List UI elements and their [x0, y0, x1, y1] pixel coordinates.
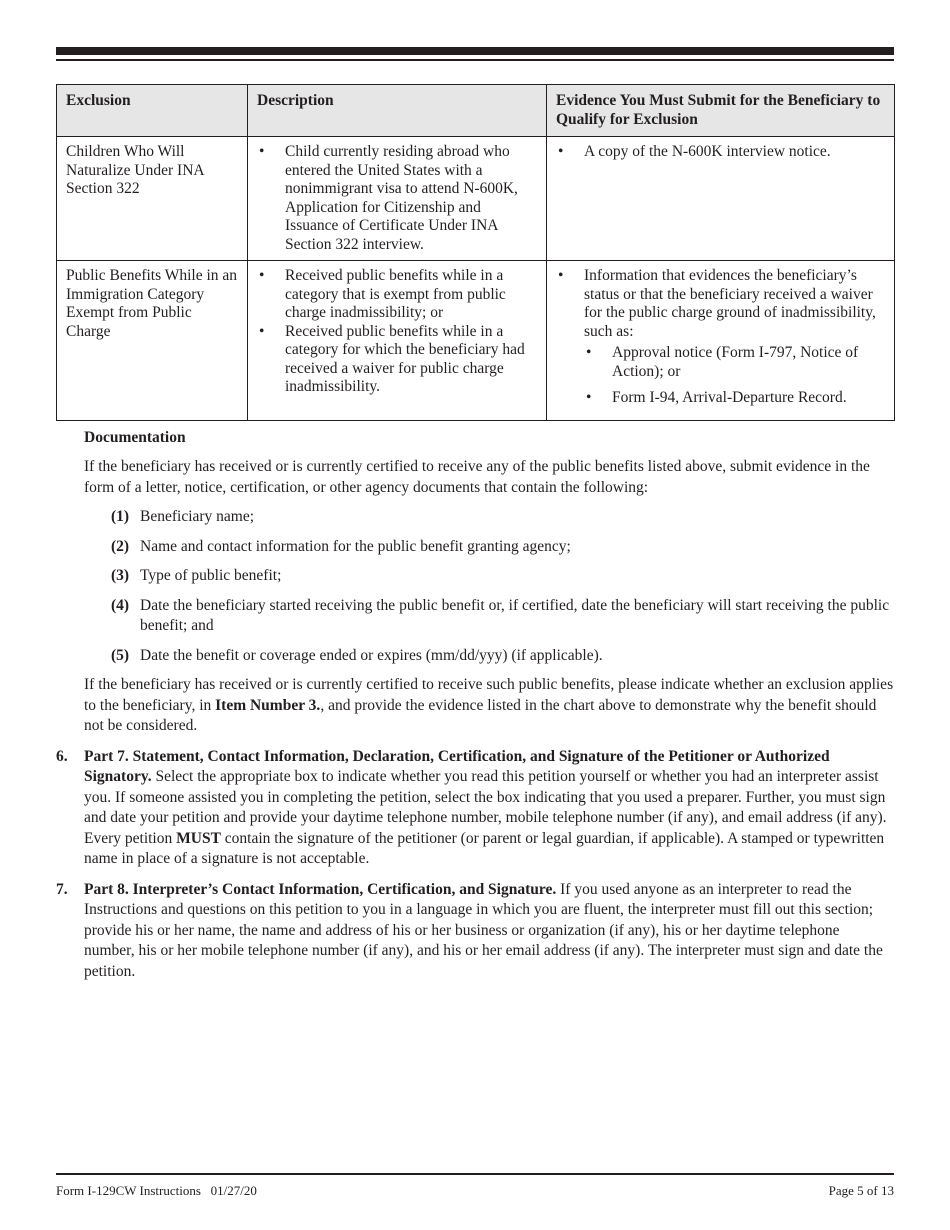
- description-cell: [248, 261, 547, 421]
- item-text: Name and contact information for the public benefit granting agency;: [140, 537, 571, 555]
- page-number: Page 5 of 13: [828, 1183, 894, 1198]
- form-id: Form I-129CW Instructions 01/27/20: [56, 1183, 257, 1198]
- column-header-exclusion: Exclusion: [57, 85, 248, 137]
- item-text: Type of public benefit;: [140, 567, 282, 584]
- list-item: [111, 566, 894, 587]
- header-rule-thin: [56, 59, 894, 61]
- exclusions-table: [56, 84, 895, 421]
- item-text: Date the benefit or coverage ended or expires (mm/dd/yyy) (if applicable).: [140, 646, 603, 664]
- exclusion-cell: Public Benefits While in an Immigration Category Exempt from Public Charge: [57, 261, 248, 421]
- documentation-intro: If the beneficiary has received or is currently certified to receive any of the public benefits listed above, submit evidence in the form of a letter, notice, certification, or other agency documents that contain the following:: [84, 458, 870, 496]
- header-rule-thick: [56, 47, 894, 55]
- list-item: [111, 596, 894, 637]
- list-item: • Form I-94, Arrival-Departure Record.: [584, 389, 885, 408]
- list-item: • A copy of the N-600K interview notice.: [556, 143, 885, 162]
- section-title: Part 8. Interpreter’s Contact Information, Certification, and Signature.: [84, 880, 557, 898]
- table-row: [57, 261, 895, 421]
- list-item: • Approval notice (Form I-797, Notice of Action); or: [584, 344, 885, 381]
- list-item: • Received public benefits while in a category for which the beneficiary had received a waiver for public charge inadmissibility.: [257, 323, 537, 397]
- table-row: [57, 137, 895, 261]
- exclusion-cell: Children Who Will Naturalize Under INA Section 322: [57, 137, 248, 261]
- evidence-cell: [547, 137, 895, 261]
- page-footer: [56, 1183, 894, 1199]
- section-title: Part 7. Statement, Contact Information, Declaration, Certification, and Signature of the Petitioner or Authorized Signatory.: [84, 747, 830, 785]
- footer-rule: [56, 1173, 894, 1175]
- item-number: (3): [111, 567, 130, 584]
- column-header-evidence: Evidence You Must Submit for the Beneficiary to Qualify for Exclusion: [547, 85, 895, 137]
- list-item: [111, 646, 894, 667]
- item-number-reference: Item Number 3.: [215, 696, 321, 714]
- section-part-7: 6. Part 7. Statement, Contact Information, Declaration, Certification, and Signature of the Petitioner or Authorized Signatory. Select the appropriate box to indicate whether you read this petition yourself or whether you had an interpreter assist you. If someone assisted you in completing the petition, select the box indicating that you used a preparer. Further, you must sign and date your petition and provide your daytime telephone number, mobile telephone number (if any), and email address (if any). Every petition MUST contain the signature of the petitioner (or parent or legal guardian, if applicable). A stamped or typewritten name in place of a signature is not acceptable.: [56, 747, 887, 867]
- list-item: [111, 537, 894, 558]
- item-text: Beneficiary name;: [140, 508, 255, 525]
- emphasis-must: MUST: [176, 829, 221, 847]
- section-number: 6.: [56, 747, 68, 765]
- column-header-description: Description: [248, 85, 547, 137]
- instructions-body: [56, 428, 894, 982]
- list-item: • Information that evidences the beneficiary’s status or that the beneficiary received a waiver for the public charge ground of inadmissibility, such as:: [556, 267, 885, 341]
- table-header-row: [57, 85, 895, 137]
- item-number: (2): [111, 537, 130, 555]
- section-number: 7.: [56, 880, 68, 898]
- item-number: (5): [111, 646, 130, 664]
- documentation-heading: Documentation: [84, 429, 186, 446]
- list-item: [111, 507, 894, 528]
- documentation-list: [111, 507, 894, 666]
- list-item: • Received public benefits while in a category that is exempt from public charge inadmissibility; or: [257, 267, 537, 323]
- description-cell: [248, 137, 547, 261]
- list-item: • Child currently residing abroad who entered the United States with a nonimmigrant visa to attend N-600K, Application for Citizenship and Issuance of Certificate Under INA Section 322 interview.: [257, 143, 537, 254]
- item-number: (1): [111, 508, 130, 525]
- evidence-cell: [547, 261, 895, 421]
- item-text: Date the beneficiary started receiving the public benefit or, if certified, date the beneficiary will start receiving the public benefit; and: [140, 596, 890, 634]
- section-part-8: 7. Part 8. Interpreter’s Contact Information, Certification, and Signature. If you used anyone as an interpreter to read the Instructions and questions on this petition to you in a language in which you are fluent, the interpreter must fill out this section; provide his or her name, the name and address of his or her business or organization (if any), his or her daytime telephone number, his or her mobile telephone number (if any), and his or her email address (if any). The interpreter must sign and date the petition.: [56, 880, 883, 980]
- documentation-closing: If the beneficiary has received or is currently certified to receive such public benefits, please indicate whether an exclusion applies to the beneficiary, in Item Number 3., and provide the evidence listed in the chart above to demonstrate why the benefit should not be considered.: [84, 676, 894, 734]
- item-number: (4): [111, 596, 130, 614]
